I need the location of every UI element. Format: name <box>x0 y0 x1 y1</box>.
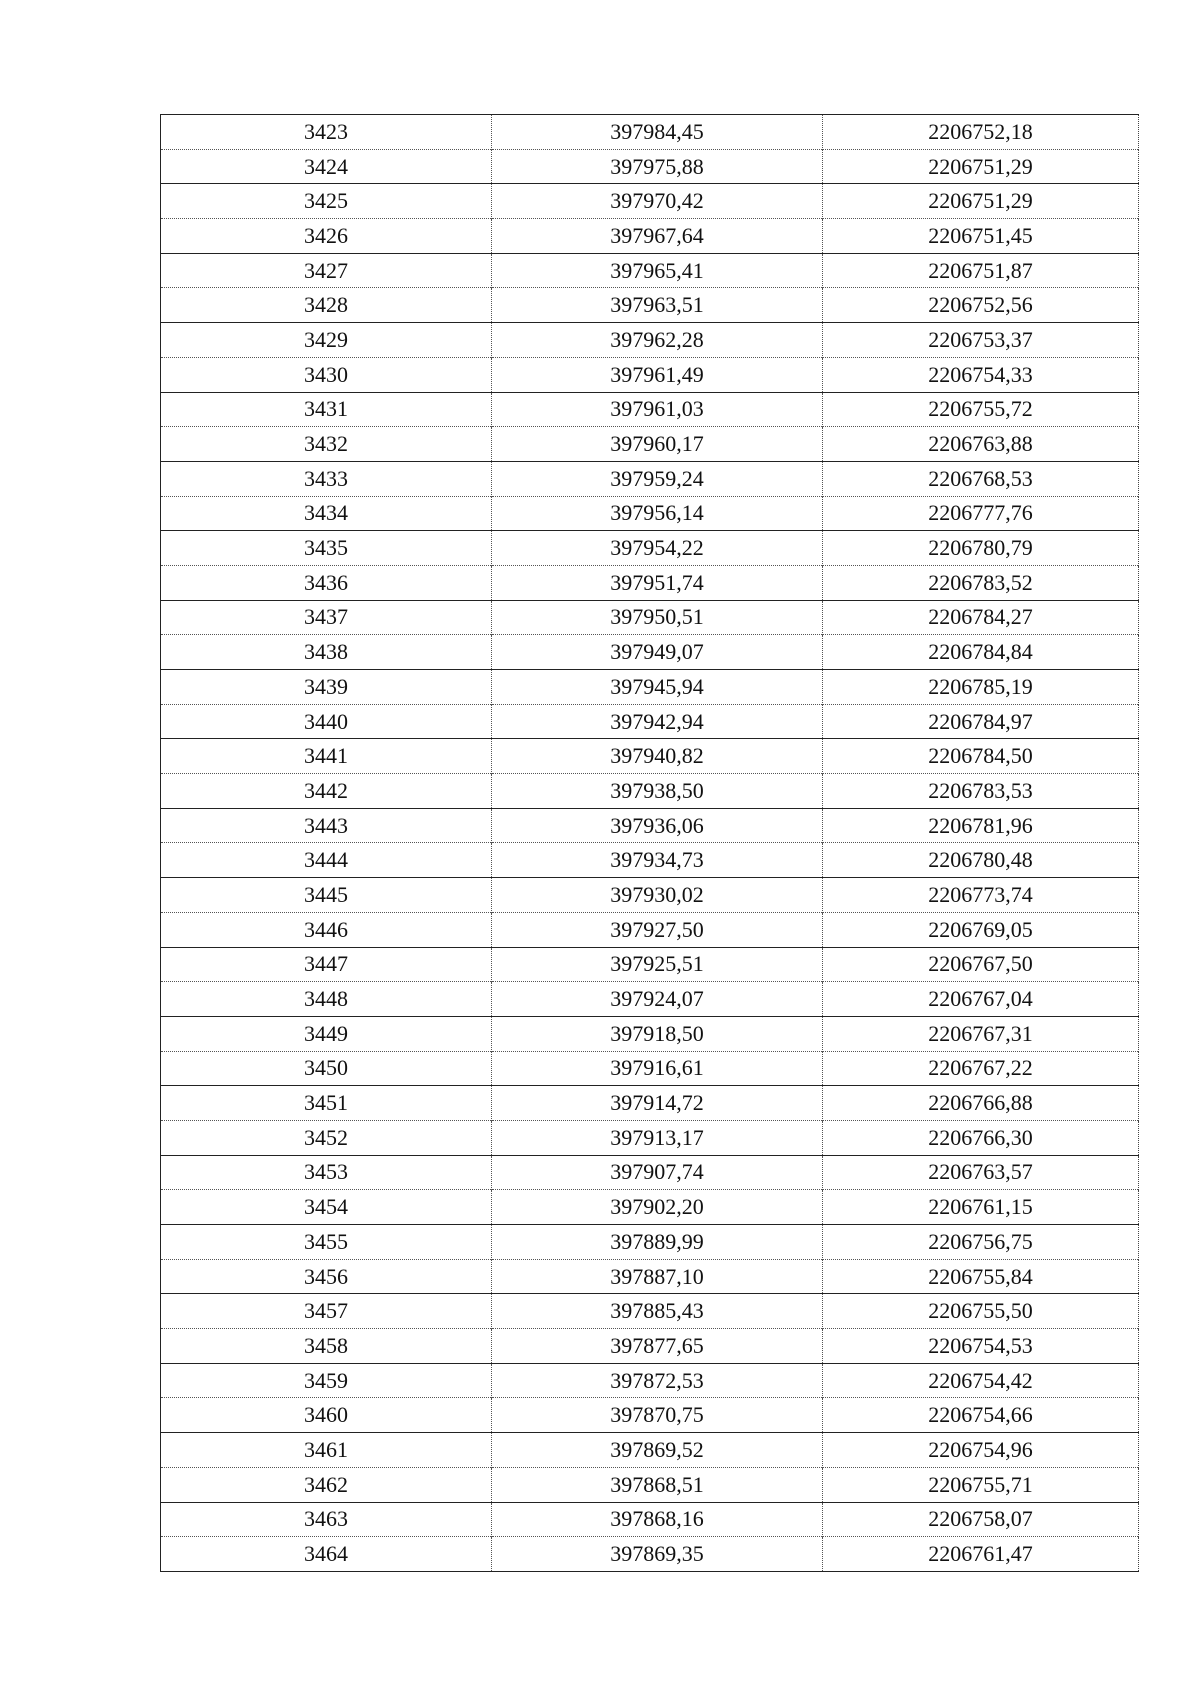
point-number-cell: 3456 <box>161 1259 492 1294</box>
y-coordinate-cell: 2206780,48 <box>823 843 1139 878</box>
table-row <box>161 496 1139 531</box>
table-row <box>161 1225 1139 1260</box>
x-coordinate-cell: 397925,51 <box>492 947 823 982</box>
point-number-cell: 3437 <box>161 600 492 635</box>
point-number-cell: 3463 <box>161 1502 492 1537</box>
x-coordinate-cell: 397938,50 <box>492 774 823 809</box>
x-coordinate-cell: 397869,35 <box>492 1537 823 1572</box>
point-number-cell: 3460 <box>161 1398 492 1433</box>
x-coordinate-cell: 397961,03 <box>492 392 823 427</box>
x-coordinate-cell: 397959,24 <box>492 461 823 496</box>
y-coordinate-cell: 2206768,53 <box>823 461 1139 496</box>
table-row <box>161 808 1139 843</box>
point-number-cell: 3451 <box>161 1086 492 1121</box>
y-coordinate-cell: 2206761,47 <box>823 1537 1139 1572</box>
y-coordinate-cell: 2206763,88 <box>823 427 1139 462</box>
x-coordinate-cell: 397949,07 <box>492 635 823 670</box>
x-coordinate-cell: 397936,06 <box>492 808 823 843</box>
y-coordinate-cell: 2206784,27 <box>823 600 1139 635</box>
table-row <box>161 357 1139 392</box>
x-coordinate-cell: 397951,74 <box>492 565 823 600</box>
x-coordinate-cell: 397868,51 <box>492 1467 823 1502</box>
x-coordinate-cell: 397868,16 <box>492 1502 823 1537</box>
point-number-cell: 3440 <box>161 704 492 739</box>
x-coordinate-cell: 397927,50 <box>492 912 823 947</box>
y-coordinate-cell: 2206754,33 <box>823 357 1139 392</box>
table-row <box>161 427 1139 462</box>
x-coordinate-cell: 397962,28 <box>492 323 823 358</box>
x-coordinate-cell: 397970,42 <box>492 184 823 219</box>
point-number-cell: 3434 <box>161 496 492 531</box>
x-coordinate-cell: 397960,17 <box>492 427 823 462</box>
x-coordinate-cell: 397940,82 <box>492 739 823 774</box>
table-row <box>161 1155 1139 1190</box>
point-number-cell: 3448 <box>161 982 492 1017</box>
x-coordinate-cell: 397889,99 <box>492 1225 823 1260</box>
x-coordinate-cell: 397984,45 <box>492 115 823 150</box>
y-coordinate-cell: 2206761,15 <box>823 1190 1139 1225</box>
point-number-cell: 3444 <box>161 843 492 878</box>
x-coordinate-cell: 397930,02 <box>492 878 823 913</box>
y-coordinate-cell: 2206754,66 <box>823 1398 1139 1433</box>
y-coordinate-cell: 2206766,30 <box>823 1120 1139 1155</box>
y-coordinate-cell: 2206769,05 <box>823 912 1139 947</box>
y-coordinate-cell: 2206783,53 <box>823 774 1139 809</box>
point-number-cell: 3428 <box>161 288 492 323</box>
y-coordinate-cell: 2206754,53 <box>823 1329 1139 1364</box>
point-number-cell: 3426 <box>161 219 492 254</box>
point-number-cell: 3441 <box>161 739 492 774</box>
y-coordinate-cell: 2206767,31 <box>823 1016 1139 1051</box>
x-coordinate-cell: 397924,07 <box>492 982 823 1017</box>
table-row <box>161 635 1139 670</box>
table-row <box>161 288 1139 323</box>
table-row <box>161 1502 1139 1537</box>
point-number-cell: 3439 <box>161 670 492 705</box>
point-number-cell: 3455 <box>161 1225 492 1260</box>
table-row <box>161 565 1139 600</box>
table-row <box>161 1398 1139 1433</box>
table-row <box>161 1016 1139 1051</box>
point-number-cell: 3427 <box>161 253 492 288</box>
table-row <box>161 392 1139 427</box>
point-number-cell: 3445 <box>161 878 492 913</box>
y-coordinate-cell: 2206751,87 <box>823 253 1139 288</box>
point-number-cell: 3435 <box>161 531 492 566</box>
x-coordinate-cell: 397975,88 <box>492 149 823 184</box>
x-coordinate-cell: 397869,52 <box>492 1433 823 1468</box>
coordinates-table <box>160 114 1139 1572</box>
point-number-cell: 3432 <box>161 427 492 462</box>
y-coordinate-cell: 2206785,19 <box>823 670 1139 705</box>
table-row <box>161 1329 1139 1364</box>
table-row <box>161 149 1139 184</box>
table-row <box>161 1051 1139 1086</box>
point-number-cell: 3424 <box>161 149 492 184</box>
table-row <box>161 600 1139 635</box>
y-coordinate-cell: 2206766,88 <box>823 1086 1139 1121</box>
y-coordinate-cell: 2206755,72 <box>823 392 1139 427</box>
x-coordinate-cell: 397916,61 <box>492 1051 823 1086</box>
x-coordinate-cell: 397934,73 <box>492 843 823 878</box>
y-coordinate-cell: 2206767,22 <box>823 1051 1139 1086</box>
coordinates-table-body <box>161 115 1139 1572</box>
point-number-cell: 3423 <box>161 115 492 150</box>
y-coordinate-cell: 2206767,04 <box>823 982 1139 1017</box>
point-number-cell: 3458 <box>161 1329 492 1364</box>
y-coordinate-cell: 2206752,56 <box>823 288 1139 323</box>
table-row <box>161 912 1139 947</box>
point-number-cell: 3450 <box>161 1051 492 1086</box>
x-coordinate-cell: 397950,51 <box>492 600 823 635</box>
y-coordinate-cell: 2206784,84 <box>823 635 1139 670</box>
x-coordinate-cell: 397945,94 <box>492 670 823 705</box>
table-row <box>161 1433 1139 1468</box>
x-coordinate-cell: 397963,51 <box>492 288 823 323</box>
y-coordinate-cell: 2206777,76 <box>823 496 1139 531</box>
point-number-cell: 3443 <box>161 808 492 843</box>
table-row <box>161 704 1139 739</box>
table-row <box>161 1537 1139 1572</box>
y-coordinate-cell: 2206751,29 <box>823 149 1139 184</box>
table-row <box>161 253 1139 288</box>
y-coordinate-cell: 2206784,97 <box>823 704 1139 739</box>
point-number-cell: 3446 <box>161 912 492 947</box>
table-row <box>161 184 1139 219</box>
table-row <box>161 323 1139 358</box>
y-coordinate-cell: 2206767,50 <box>823 947 1139 982</box>
point-number-cell: 3453 <box>161 1155 492 1190</box>
y-coordinate-cell: 2206758,07 <box>823 1502 1139 1537</box>
table-row <box>161 1259 1139 1294</box>
point-number-cell: 3436 <box>161 565 492 600</box>
table-row <box>161 1467 1139 1502</box>
x-coordinate-cell: 397885,43 <box>492 1294 823 1329</box>
table-row <box>161 1294 1139 1329</box>
point-number-cell: 3447 <box>161 947 492 982</box>
point-number-cell: 3429 <box>161 323 492 358</box>
table-row <box>161 219 1139 254</box>
y-coordinate-cell: 2206751,45 <box>823 219 1139 254</box>
x-coordinate-cell: 397907,74 <box>492 1155 823 1190</box>
y-coordinate-cell: 2206752,18 <box>823 115 1139 150</box>
table-row <box>161 843 1139 878</box>
x-coordinate-cell: 397914,72 <box>492 1086 823 1121</box>
y-coordinate-cell: 2206783,52 <box>823 565 1139 600</box>
point-number-cell: 3452 <box>161 1120 492 1155</box>
table-row <box>161 1120 1139 1155</box>
x-coordinate-cell: 397961,49 <box>492 357 823 392</box>
y-coordinate-cell: 2206781,96 <box>823 808 1139 843</box>
x-coordinate-cell: 397877,65 <box>492 1329 823 1364</box>
y-coordinate-cell: 2206755,84 <box>823 1259 1139 1294</box>
point-number-cell: 3462 <box>161 1467 492 1502</box>
y-coordinate-cell: 2206754,42 <box>823 1363 1139 1398</box>
point-number-cell: 3438 <box>161 635 492 670</box>
x-coordinate-cell: 397956,14 <box>492 496 823 531</box>
y-coordinate-cell: 2206784,50 <box>823 739 1139 774</box>
x-coordinate-cell: 397967,64 <box>492 219 823 254</box>
table-row <box>161 461 1139 496</box>
x-coordinate-cell: 397965,41 <box>492 253 823 288</box>
table-row <box>161 1363 1139 1398</box>
table-row <box>161 982 1139 1017</box>
table-row <box>161 774 1139 809</box>
point-number-cell: 3461 <box>161 1433 492 1468</box>
x-coordinate-cell: 397870,75 <box>492 1398 823 1433</box>
x-coordinate-cell: 397942,94 <box>492 704 823 739</box>
table-row <box>161 1086 1139 1121</box>
table-row <box>161 739 1139 774</box>
point-number-cell: 3457 <box>161 1294 492 1329</box>
x-coordinate-cell: 397913,17 <box>492 1120 823 1155</box>
table-row <box>161 670 1139 705</box>
point-number-cell: 3449 <box>161 1016 492 1051</box>
y-coordinate-cell: 2206763,57 <box>823 1155 1139 1190</box>
x-coordinate-cell: 397887,10 <box>492 1259 823 1294</box>
table-row <box>161 947 1139 982</box>
table-row <box>161 531 1139 566</box>
x-coordinate-cell: 397954,22 <box>492 531 823 566</box>
x-coordinate-cell: 397918,50 <box>492 1016 823 1051</box>
y-coordinate-cell: 2206756,75 <box>823 1225 1139 1260</box>
point-number-cell: 3464 <box>161 1537 492 1572</box>
y-coordinate-cell: 2206754,96 <box>823 1433 1139 1468</box>
point-number-cell: 3433 <box>161 461 492 496</box>
table-row <box>161 115 1139 150</box>
y-coordinate-cell: 2206773,74 <box>823 878 1139 913</box>
y-coordinate-cell: 2206755,50 <box>823 1294 1139 1329</box>
y-coordinate-cell: 2206780,79 <box>823 531 1139 566</box>
point-number-cell: 3442 <box>161 774 492 809</box>
table-row <box>161 878 1139 913</box>
y-coordinate-cell: 2206755,71 <box>823 1467 1139 1502</box>
point-number-cell: 3459 <box>161 1363 492 1398</box>
x-coordinate-cell: 397902,20 <box>492 1190 823 1225</box>
table-row <box>161 1190 1139 1225</box>
point-number-cell: 3425 <box>161 184 492 219</box>
point-number-cell: 3454 <box>161 1190 492 1225</box>
x-coordinate-cell: 397872,53 <box>492 1363 823 1398</box>
y-coordinate-cell: 2206753,37 <box>823 323 1139 358</box>
y-coordinate-cell: 2206751,29 <box>823 184 1139 219</box>
point-number-cell: 3431 <box>161 392 492 427</box>
point-number-cell: 3430 <box>161 357 492 392</box>
